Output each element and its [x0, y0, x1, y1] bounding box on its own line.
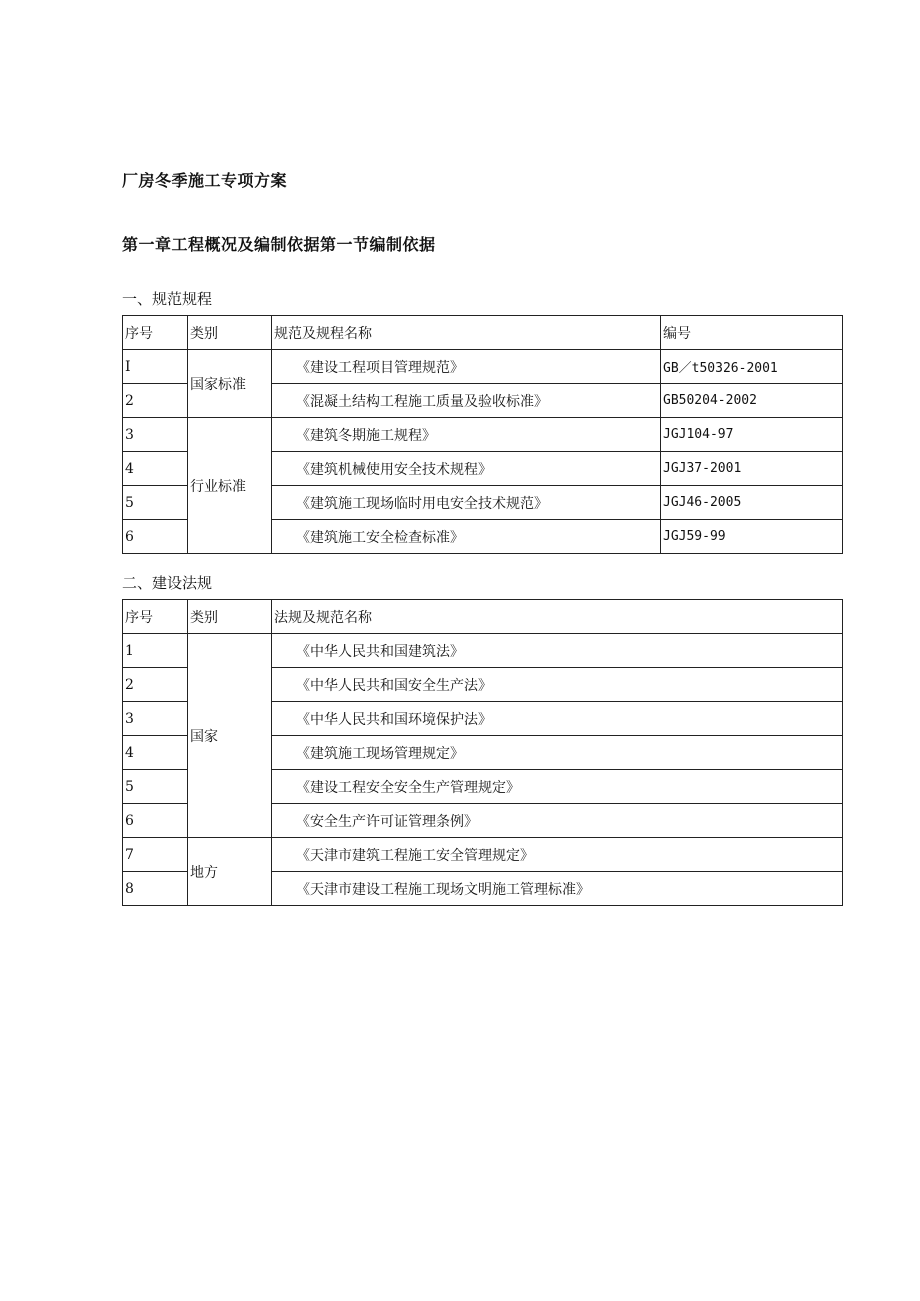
standards-table [122, 315, 843, 554]
table-row [123, 838, 843, 872]
row-num: 6 [123, 804, 188, 838]
row-num: 2 [123, 668, 188, 702]
table-row [123, 634, 843, 668]
row-num: 4 [123, 452, 188, 486]
chapter-heading: 第一章工程概况及编制依据第一节编制依据 [122, 235, 436, 254]
row-name: 《中华人民共和国建筑法》 [272, 634, 843, 668]
header-name: 法规及规范名称 [272, 600, 843, 634]
row-code: GB／t50326-2001 [661, 350, 843, 384]
row-num: 8 [123, 872, 188, 906]
row-category: 行业标准 [188, 418, 272, 554]
row-category: 国家标准 [188, 350, 272, 418]
row-name: 《建筑施工现场临时用电安全技术规范》 [272, 486, 661, 520]
row-num: 2 [123, 384, 188, 418]
header-code: 编号 [661, 316, 843, 350]
row-name: 《天津市建设工程施工现场文明施工管理标准》 [272, 872, 843, 906]
row-name: 《建筑机械使用安全技术规程》 [272, 452, 661, 486]
row-name: 《建筑冬期施工规程》 [272, 418, 661, 452]
row-num: 6 [123, 520, 188, 554]
section-heading-regulations: 二、建设法规 [122, 574, 213, 592]
row-num: 3 [123, 418, 188, 452]
row-category: 国家 [188, 634, 272, 838]
header-num: 序号 [123, 600, 188, 634]
table-row [123, 350, 843, 384]
row-name: 《建设工程安全安全生产管理规定》 [272, 770, 843, 804]
header-num: 序号 [123, 316, 188, 350]
regulations-table [122, 599, 843, 906]
row-name: 《建设工程项目管理规范》 [272, 350, 661, 384]
section-heading-standards: 一、规范规程 [122, 290, 213, 308]
row-code: GB50204-2002 [661, 384, 843, 418]
header-name: 规范及规程名称 [272, 316, 661, 350]
row-code: JGJ46-2005 [661, 486, 843, 520]
row-name: 《中华人民共和国安全生产法》 [272, 668, 843, 702]
row-name: 《天津市建筑工程施工安全管理规定》 [272, 838, 843, 872]
row-code: JGJ37-2001 [661, 452, 843, 486]
table-header-row [123, 600, 843, 634]
row-num: 7 [123, 838, 188, 872]
row-num: 5 [123, 770, 188, 804]
table-row [123, 418, 843, 452]
row-code: JGJ104-97 [661, 418, 843, 452]
row-name: 《建筑施工安全检查标准》 [272, 520, 661, 554]
header-category: 类别 [188, 600, 272, 634]
row-num: 4 [123, 736, 188, 770]
row-name: 《建筑施工现场管理规定》 [272, 736, 843, 770]
header-category: 类别 [188, 316, 272, 350]
row-num: 1 [123, 634, 188, 668]
row-num: 5 [123, 486, 188, 520]
row-num: I [123, 350, 188, 384]
document-title: 厂房冬季施工专项方案 [122, 171, 288, 190]
row-name: 《混凝土结构工程施工质量及验收标准》 [272, 384, 661, 418]
row-name: 《中华人民共和国环境保护法》 [272, 702, 843, 736]
table-header-row [123, 316, 843, 350]
row-num: 3 [123, 702, 188, 736]
row-code: JGJ59-99 [661, 520, 843, 554]
row-category: 地方 [188, 838, 272, 906]
row-name: 《安全生产许可证管理条例》 [272, 804, 843, 838]
